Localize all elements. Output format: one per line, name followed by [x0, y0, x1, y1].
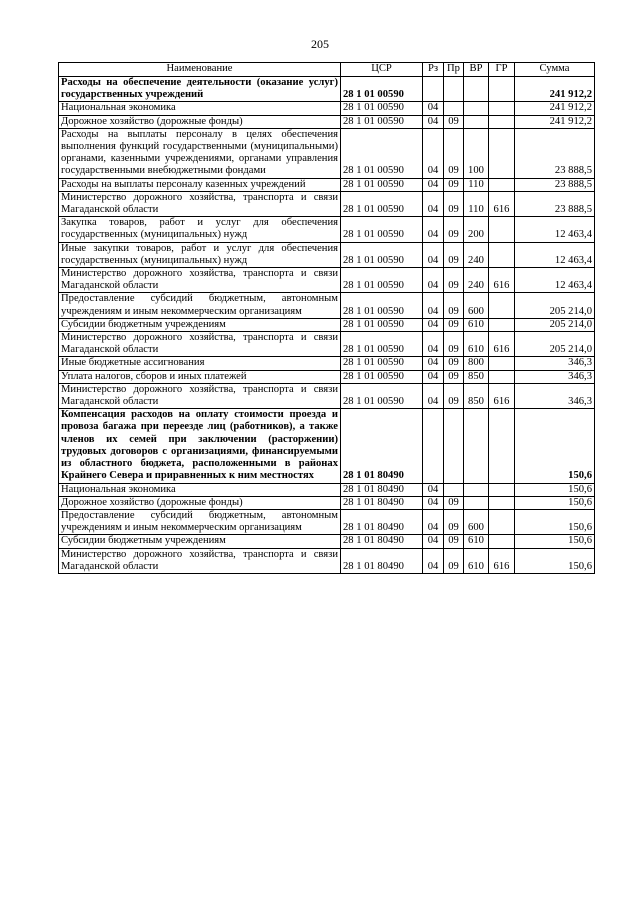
- cell-csr: 28 1 01 00590: [341, 115, 423, 128]
- cell-name: Расходы на обеспечение деятельности (оказание услуг) государственных учреждений: [59, 77, 341, 102]
- cell-pr: 09: [444, 128, 464, 178]
- cell-csr: 28 1 01 00590: [341, 178, 423, 191]
- cell-rz: 04: [423, 370, 444, 383]
- header-pr: Пр: [444, 63, 464, 77]
- cell-vr: 610: [464, 535, 489, 548]
- cell-rz: 04: [423, 102, 444, 115]
- cell-sum: 150,6: [515, 496, 595, 509]
- cell-vr: 600: [464, 293, 489, 318]
- budget-table: [58, 62, 595, 574]
- cell-csr: 28 1 01 00590: [341, 242, 423, 267]
- cell-rz: 04: [423, 548, 444, 573]
- cell-gr: [489, 128, 515, 178]
- cell-sum: 150,6: [515, 483, 595, 496]
- cell-rz: [423, 409, 444, 483]
- cell-name: Дорожное хозяйство (дорожные фонды): [59, 496, 341, 509]
- cell-gr: 616: [489, 268, 515, 293]
- cell-vr: [464, 102, 489, 115]
- cell-gr: 616: [489, 383, 515, 408]
- cell-pr: 09: [444, 318, 464, 331]
- cell-csr: 28 1 01 00590: [341, 318, 423, 331]
- cell-sum: 241 912,2: [515, 102, 595, 115]
- cell-gr: 616: [489, 332, 515, 357]
- cell-sum: 150,6: [515, 509, 595, 534]
- table-row: [59, 383, 595, 408]
- cell-vr: [464, 115, 489, 128]
- cell-sum: 150,6: [515, 535, 595, 548]
- cell-name: Дорожное хозяйство (дорожные фонды): [59, 115, 341, 128]
- cell-rz: 04: [423, 115, 444, 128]
- cell-name: Расходы на выплаты персоналу в целях обеспечения выполнения функций государственными (муниципальными) органами, казенными учреждениями, органами управления государственными внебюджетными фондами: [59, 128, 341, 178]
- cell-csr: 28 1 01 80490: [341, 496, 423, 509]
- cell-csr: 28 1 01 00590: [341, 268, 423, 293]
- cell-sum: 23 888,5: [515, 178, 595, 191]
- table-row: [59, 178, 595, 191]
- cell-pr: 09: [444, 509, 464, 534]
- cell-csr: 28 1 01 00590: [341, 383, 423, 408]
- cell-sum: 205 214,0: [515, 318, 595, 331]
- cell-csr: 28 1 01 00590: [341, 357, 423, 370]
- cell-name: Субсидии бюджетным учреждениям: [59, 535, 341, 548]
- cell-pr: 09: [444, 217, 464, 242]
- cell-gr: 616: [489, 191, 515, 216]
- cell-gr: [489, 496, 515, 509]
- table-row: [59, 370, 595, 383]
- cell-pr: 09: [444, 383, 464, 408]
- table-row: [59, 293, 595, 318]
- cell-gr: [489, 178, 515, 191]
- cell-name: Министерство дорожного хозяйства, транспорта и связи Магаданской области: [59, 548, 341, 573]
- cell-csr: 28 1 01 80490: [341, 509, 423, 534]
- cell-pr: [444, 483, 464, 496]
- cell-gr: [489, 483, 515, 496]
- cell-name: Предоставление субсидий бюджетным, автономным учреждениям и иным некоммерческим организациям: [59, 293, 341, 318]
- cell-vr: 800: [464, 357, 489, 370]
- cell-name: Министерство дорожного хозяйства, транспорта и связи Магаданской области: [59, 191, 341, 216]
- cell-sum: 23 888,5: [515, 191, 595, 216]
- cell-vr: 850: [464, 370, 489, 383]
- cell-name: Национальная экономика: [59, 483, 341, 496]
- cell-sum: 346,3: [515, 370, 595, 383]
- cell-csr: 28 1 01 00590: [341, 217, 423, 242]
- table-header-row: [59, 63, 595, 77]
- cell-vr: 110: [464, 191, 489, 216]
- cell-sum: 346,3: [515, 383, 595, 408]
- cell-sum: 346,3: [515, 357, 595, 370]
- cell-sum: 12 463,4: [515, 242, 595, 267]
- cell-pr: [444, 102, 464, 115]
- cell-sum: 12 463,4: [515, 217, 595, 242]
- cell-vr: [464, 77, 489, 102]
- cell-gr: 616: [489, 548, 515, 573]
- header-vr: ВР: [464, 63, 489, 77]
- table-row: [59, 128, 595, 178]
- cell-vr: 240: [464, 268, 489, 293]
- cell-name: Предоставление субсидий бюджетным, автономным учреждениям и иным некоммерческим организациям: [59, 509, 341, 534]
- cell-rz: [423, 77, 444, 102]
- cell-pr: 09: [444, 535, 464, 548]
- table-row: [59, 548, 595, 573]
- cell-sum: 205 214,0: [515, 293, 595, 318]
- cell-name: Расходы на выплаты персоналу казенных учреждений: [59, 178, 341, 191]
- cell-gr: [489, 115, 515, 128]
- cell-csr: 28 1 01 80490: [341, 548, 423, 573]
- cell-rz: 04: [423, 191, 444, 216]
- cell-rz: 04: [423, 128, 444, 178]
- cell-sum: 12 463,4: [515, 268, 595, 293]
- cell-pr: 09: [444, 191, 464, 216]
- cell-name: Иные бюджетные ассигнования: [59, 357, 341, 370]
- table-row: [59, 191, 595, 216]
- cell-name: Субсидии бюджетным учреждениям: [59, 318, 341, 331]
- cell-rz: 04: [423, 357, 444, 370]
- cell-gr: [489, 370, 515, 383]
- header-gr: ГР: [489, 63, 515, 77]
- cell-csr: 28 1 01 80490: [341, 483, 423, 496]
- cell-rz: 04: [423, 242, 444, 267]
- cell-vr: 610: [464, 318, 489, 331]
- cell-rz: 04: [423, 318, 444, 331]
- cell-vr: 610: [464, 332, 489, 357]
- cell-gr: [489, 77, 515, 102]
- table-row: [59, 77, 595, 102]
- cell-gr: [489, 357, 515, 370]
- table-row: [59, 332, 595, 357]
- cell-vr: 610: [464, 548, 489, 573]
- cell-pr: 09: [444, 357, 464, 370]
- cell-vr: 200: [464, 217, 489, 242]
- cell-name: Иные закупки товаров, работ и услуг для обеспечения государственных (муниципальных) нужд: [59, 242, 341, 267]
- cell-pr: [444, 409, 464, 483]
- cell-name: Министерство дорожного хозяйства, транспорта и связи Магаданской области: [59, 383, 341, 408]
- cell-csr: 28 1 01 00590: [341, 102, 423, 115]
- cell-name: Закупка товаров, работ и услуг для обеспечения государственных (муниципальных) нужд: [59, 217, 341, 242]
- cell-pr: 09: [444, 242, 464, 267]
- cell-csr: 28 1 01 00590: [341, 370, 423, 383]
- table-row: [59, 115, 595, 128]
- header-sum: Сумма: [515, 63, 595, 77]
- cell-vr: [464, 496, 489, 509]
- table-body: [59, 77, 595, 574]
- cell-rz: 04: [423, 293, 444, 318]
- cell-csr: 28 1 01 80490: [341, 535, 423, 548]
- cell-csr: 28 1 01 00590: [341, 293, 423, 318]
- cell-sum: 205 214,0: [515, 332, 595, 357]
- table-row: [59, 483, 595, 496]
- cell-gr: [489, 535, 515, 548]
- table-row: [59, 217, 595, 242]
- table-row: [59, 318, 595, 331]
- cell-gr: [489, 242, 515, 267]
- cell-rz: 04: [423, 535, 444, 548]
- cell-pr: [444, 77, 464, 102]
- cell-vr: 110: [464, 178, 489, 191]
- cell-csr: 28 1 01 00590: [341, 332, 423, 357]
- table-row: [59, 268, 595, 293]
- table-row: [59, 242, 595, 267]
- cell-rz: 04: [423, 496, 444, 509]
- cell-name: Компенсация расходов на оплату стоимости проезда и провоза багажа при переезде лиц (работников), а также членов их семей при заключении (расторжении) трудовых договоров с организациями, финансируемыми из областного бюджета, расположенными в районах Крайнего Севера и приравненных к ним местностях: [59, 409, 341, 483]
- cell-vr: 600: [464, 509, 489, 534]
- cell-rz: 04: [423, 332, 444, 357]
- cell-pr: 09: [444, 548, 464, 573]
- cell-gr: [489, 318, 515, 331]
- cell-sum: 150,6: [515, 548, 595, 573]
- table-row: [59, 509, 595, 534]
- cell-name: Министерство дорожного хозяйства, транспорта и связи Магаданской области: [59, 332, 341, 357]
- cell-rz: 04: [423, 483, 444, 496]
- cell-rz: 04: [423, 268, 444, 293]
- cell-pr: 09: [444, 370, 464, 383]
- cell-gr: [489, 509, 515, 534]
- header-csr: ЦСР: [341, 63, 423, 77]
- cell-pr: 09: [444, 178, 464, 191]
- cell-pr: 09: [444, 496, 464, 509]
- page-number: 205: [311, 37, 329, 51]
- header-name: Наименование: [59, 63, 341, 77]
- cell-sum: 241 912,2: [515, 77, 595, 102]
- cell-csr: 28 1 01 00590: [341, 128, 423, 178]
- cell-name: Уплата налогов, сборов и иных платежей: [59, 370, 341, 383]
- cell-gr: [489, 293, 515, 318]
- cell-name: Национальная экономика: [59, 102, 341, 115]
- header-rz: Рз: [423, 63, 444, 77]
- table-row: [59, 496, 595, 509]
- cell-gr: [489, 217, 515, 242]
- cell-pr: 09: [444, 268, 464, 293]
- cell-rz: 04: [423, 383, 444, 408]
- cell-rz: 04: [423, 217, 444, 242]
- table-row: [59, 409, 595, 483]
- cell-pr: 09: [444, 332, 464, 357]
- cell-vr: [464, 409, 489, 483]
- table-row: [59, 535, 595, 548]
- cell-csr: 28 1 01 00590: [341, 191, 423, 216]
- cell-rz: 04: [423, 178, 444, 191]
- cell-csr: 28 1 01 80490: [341, 409, 423, 483]
- cell-vr: 850: [464, 383, 489, 408]
- cell-rz: 04: [423, 509, 444, 534]
- cell-sum: 23 888,5: [515, 128, 595, 178]
- cell-gr: [489, 409, 515, 483]
- cell-name: Министерство дорожного хозяйства, транспорта и связи Магаданской области: [59, 268, 341, 293]
- table-row: [59, 357, 595, 370]
- cell-vr: [464, 483, 489, 496]
- cell-gr: [489, 102, 515, 115]
- cell-sum: 241 912,2: [515, 115, 595, 128]
- table-row: [59, 102, 595, 115]
- cell-sum: 150,6: [515, 409, 595, 483]
- cell-pr: 09: [444, 115, 464, 128]
- cell-pr: 09: [444, 293, 464, 318]
- cell-vr: 100: [464, 128, 489, 178]
- cell-vr: 240: [464, 242, 489, 267]
- cell-csr: 28 1 01 00590: [341, 77, 423, 102]
